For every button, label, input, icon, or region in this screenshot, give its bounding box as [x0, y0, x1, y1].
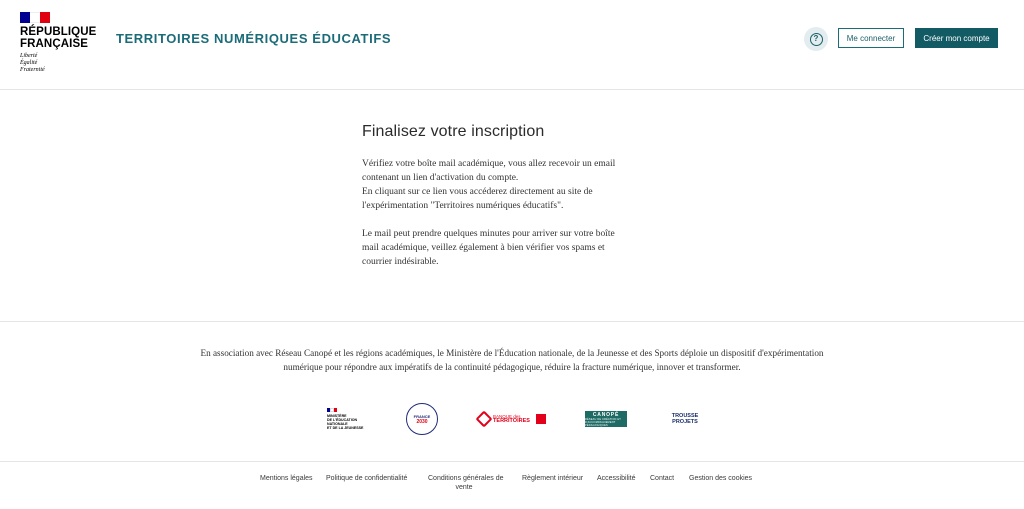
- canope-subtext: RÉSEAU DE CRÉATION ET D'ACCOMPAGNEMENT PÉDAGOGIQUES: [585, 417, 621, 427]
- bdt-text: BANQUE des: [493, 414, 521, 419]
- body-text: Le mail peut prendre quelques minutes pour arriver sur votre boîte: [362, 229, 615, 239]
- body-text: contenant un lien d'activation du compte.: [362, 173, 519, 183]
- ministry-logo-text: MINISTÈRE: [327, 414, 347, 418]
- trousse-projets-logo[interactable]: [670, 409, 700, 429]
- france-2030-logo[interactable]: [406, 403, 438, 435]
- french-flag-icon: [20, 12, 50, 23]
- republic-motto: [20, 53, 100, 74]
- bdt-square-icon: [536, 414, 546, 424]
- footer-link-terms-line: Conditions générales de: [428, 475, 504, 482]
- footer-link-legal[interactable]: Mentions légales: [260, 475, 313, 482]
- motto-line: Fraternité: [20, 67, 45, 73]
- footer-link-privacy[interactable]: Politique de confidentialité: [326, 475, 408, 482]
- ministry-education-logo[interactable]: [327, 405, 369, 433]
- footer-link-contact[interactable]: Contact: [650, 475, 675, 482]
- create-account-button[interactable]: Créer mon compte: [915, 28, 998, 48]
- banque-hexagon-icon: [476, 411, 493, 428]
- main-content: [362, 123, 662, 269]
- ministry-logo-text: ET DE LA JEUNESSE: [327, 426, 364, 430]
- help-button[interactable]: [804, 27, 828, 51]
- body-text: Vérifiez votre boîte mail académique, vous allez recevoir un email: [362, 159, 616, 169]
- canope-text: CANOPÉ: [592, 411, 620, 418]
- motto-line: Égalité: [20, 60, 38, 66]
- login-button[interactable]: Me connecter: [838, 28, 904, 48]
- footer-link-rules[interactable]: Règlement intérieur: [522, 475, 584, 482]
- canope-logo[interactable]: [585, 411, 627, 427]
- france2030-year: 2030: [416, 418, 428, 425]
- body-text: En cliquant sur ce lien vous accéderez directement au site de: [362, 187, 593, 197]
- motto-line: Liberté: [20, 53, 38, 59]
- projets-text: PROJETS: [672, 419, 698, 425]
- body-text: courrier indésirable.: [362, 257, 439, 267]
- republic-name-line1: RÉPUBLIQUE: [20, 26, 97, 38]
- page-title: Finalisez votre inscription: [362, 123, 545, 140]
- footer-link-terms[interactable]: [428, 474, 504, 492]
- site-header: [0, 0, 1024, 90]
- body-text: l'expérimentation "Territoires numériques éducatifs".: [362, 201, 564, 211]
- footer-link-terms-line: vente: [455, 484, 473, 491]
- banque-des-territoires-logo[interactable]: [478, 411, 546, 427]
- republique-francaise-logo[interactable]: [20, 12, 100, 74]
- body-text: mail académique, veillez également à bien vérifier vos spams et: [362, 243, 605, 253]
- paragraph-spacer: [362, 213, 662, 227]
- question-mark-icon: ?: [810, 33, 823, 46]
- footer-links: [0, 462, 1024, 509]
- ministry-logo-text: NATIONALE: [327, 422, 348, 426]
- french-flag-icon: [327, 408, 337, 412]
- france2030-text: FRANCE: [413, 413, 431, 419]
- partner-logos: [0, 403, 1024, 437]
- association-text: En association avec Réseau Canopé et les régions académiques, le Ministère de l'Éducation nationale, de la Jeunesse et des Sports déploie un dispositif d'expérimentation numérique pour répondre aux impératifs de la continuité pédagogique, réduire la fracture numérique, innover et transformer.: [200, 348, 824, 372]
- bdt-text: TERRITOIRES: [493, 418, 530, 424]
- site-title[interactable]: TERRITOIRES NUMÉRIQUES ÉDUCATIFS: [116, 31, 392, 46]
- footer-link-cookies[interactable]: Gestion des cookies: [689, 475, 753, 482]
- footer-association: [0, 321, 1024, 462]
- ministry-logo-text: DE L'ÉDUCATION: [327, 418, 358, 422]
- republic-name-line2: FRANÇAISE: [20, 38, 88, 50]
- trousse-text: TROUSSE: [671, 413, 699, 419]
- footer-link-accessibility[interactable]: Accessibilité: [597, 475, 636, 482]
